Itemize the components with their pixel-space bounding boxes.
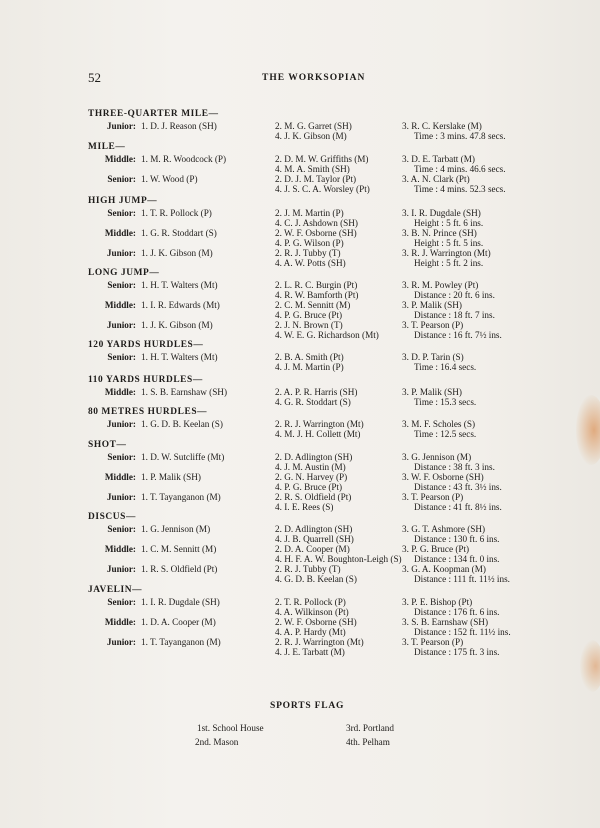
flag-place: 3rd. Portland (346, 723, 394, 733)
first-place: 1. I. R. Dugdale (SH) (141, 597, 220, 607)
age-group-label: Junior: (106, 419, 136, 429)
second-place: 2. D. A. Cooper (M) (275, 544, 350, 554)
result-measure: Distance : 176 ft. 6 ins. (414, 607, 500, 617)
second-place: 2. J. M. Martin (P) (275, 208, 344, 218)
age-group-label: Middle: (104, 387, 136, 397)
age-group-label: Senior: (107, 524, 136, 534)
result-measure: Distance : 43 ft. 3½ ins. (414, 482, 502, 492)
third-place: 3. B. N. Prince (SH) (402, 228, 477, 238)
first-place: 1. T. Tayanganon (M) (141, 637, 221, 647)
fourth-place: 4. P. G. Bruce (Pt) (275, 310, 343, 320)
second-place: 2. D. M. W. Griffiths (M) (275, 154, 369, 164)
first-place: 1. T. R. Pollock (P) (141, 208, 212, 218)
fourth-place: 4. G. D. B. Keelan (S) (275, 574, 357, 584)
result-measure: Distance : 134 ft. 0 ins. (414, 554, 500, 564)
fourth-place: 4. I. E. Rees (S) (275, 502, 334, 512)
second-place: 2. R. J. Warrington (Mt) (275, 419, 364, 429)
third-place: 3. P. E. Bishop (Pt) (402, 597, 473, 607)
first-place: 1. I. R. Edwards (Mt) (141, 300, 220, 310)
first-place: 1. R. S. Oldfield (Pt) (141, 564, 218, 574)
event-title: 110 YARDS HURDLES— (88, 375, 203, 385)
age-group-label: Junior: (106, 248, 136, 258)
flag-place: 4th. Pelham (346, 737, 390, 747)
result-measure: Distance : 16 ft. 7½ ins. (414, 330, 502, 340)
stain (580, 640, 600, 692)
age-group-label: Middle: (104, 617, 136, 627)
event-title: THREE-QUARTER MILE— (88, 109, 219, 119)
result-measure: Distance : 20 ft. 6 ins. (414, 290, 495, 300)
third-place: 3. T. Pearson (P) (402, 492, 464, 502)
first-place: 1. G. Jennison (M) (141, 524, 211, 534)
third-place: 3. G. T. Ashmore (SH) (402, 524, 486, 534)
fourth-place: 4. G. R. Stoddart (S) (275, 397, 351, 407)
fourth-place: 4. J. K. Gibson (M) (275, 131, 347, 141)
stain (576, 395, 600, 465)
age-group-label: Middle: (104, 154, 136, 164)
fourth-place: 4. J. M. Austin (M) (275, 462, 346, 472)
fourth-place: 4. A. W. Potts (SH) (275, 258, 346, 268)
result-measure: Distance : 41 ft. 8½ ins. (414, 502, 502, 512)
event-title: DISCUS— (88, 512, 136, 522)
age-group-label: Junior: (106, 492, 136, 502)
third-place: 3. R. M. Powley (Pt) (402, 280, 479, 290)
first-place: 1. P. Malik (SH) (141, 472, 201, 482)
result-measure: Distance : 18 ft. 7 ins. (414, 310, 495, 320)
second-place: 2. D. Adlington (SH) (275, 524, 353, 534)
second-place: 2. C. M. Sennitt (M) (275, 300, 351, 310)
age-group-label: Junior: (106, 564, 136, 574)
age-group-label: Junior: (106, 320, 136, 330)
event-title: MILE— (88, 142, 126, 152)
age-group-label: Middle: (104, 228, 136, 238)
second-place: 2. A. P. R. Harris (SH) (275, 387, 358, 397)
result-measure: Distance : 111 ft. 11½ ins. (414, 574, 510, 584)
first-place: 1. W. Wood (P) (141, 174, 198, 184)
event-title: JAVELIN— (88, 585, 143, 595)
flag-place: 1st. School House (197, 723, 264, 733)
first-place: 1. C. M. Sennitt (M) (141, 544, 217, 554)
result-measure: Distance : 130 ft. 6 ins. (414, 534, 500, 544)
sports-flag-title: SPORTS FLAG (270, 701, 345, 711)
result-measure: Time : 16.4 secs. (414, 362, 477, 372)
event-title: LONG JUMP— (88, 268, 160, 278)
first-place: 1. M. R. Woodcock (P) (141, 154, 227, 164)
result-measure: Distance : 175 ft. 3 ins. (414, 647, 500, 657)
event-title: HIGH JUMP— (88, 196, 158, 206)
third-place: 3. D. E. Tarbatt (M) (402, 154, 475, 164)
third-place: 3. G. Jennison (M) (402, 452, 472, 462)
second-place: 2. R. J. Tubby (T) (275, 564, 341, 574)
age-group-label: Senior: (107, 174, 136, 184)
fourth-place: 4. W. E. G. Richardson (Mt) (275, 330, 379, 340)
third-place: 3. R. C. Kerslake (M) (402, 121, 482, 131)
second-place: 2. M. G. Garret (SH) (275, 121, 352, 131)
age-group-label: Middle: (104, 300, 136, 310)
second-place: 2. D. J. M. Taylor (Pt) (275, 174, 357, 184)
result-measure: Time : 3 mins. 47.8 secs. (414, 131, 506, 141)
result-measure: Time : 12.5 secs. (414, 429, 477, 439)
second-place: 2. B. A. Smith (Pt) (275, 352, 344, 362)
event-title: 120 YARDS HURDLES— (88, 340, 204, 350)
first-place: 1. T. Tayanganon (M) (141, 492, 221, 502)
second-place: 2. W. F. Osborne (SH) (275, 617, 357, 627)
second-place: 2. R. S. Oldfield (Pt) (275, 492, 352, 502)
age-group-label: Middle: (104, 544, 136, 554)
third-place: 3. P. Malik (SH) (402, 387, 462, 397)
age-group-label: Senior: (107, 352, 136, 362)
fourth-place: 4. J. M. Martin (P) (275, 362, 344, 372)
fourth-place: 4. R. W. Bamforth (Pt) (275, 290, 359, 300)
fourth-place: 4. M. J. H. Collett (Mt) (275, 429, 361, 439)
fourth-place: 4. H. F. A. W. Boughton-Leigh (S) (275, 554, 402, 564)
age-group-label: Junior: (106, 121, 136, 131)
third-place: 3. D. P. Tarin (S) (402, 352, 464, 362)
fourth-place: 4. C. J. Ashdown (SH) (275, 218, 358, 228)
third-place: 3. M. F. Scholes (S) (402, 419, 476, 429)
first-place: 1. G. D. B. Keelan (S) (141, 419, 223, 429)
event-title: 80 METRES HURDLES— (88, 407, 208, 417)
age-group-label: Senior: (107, 452, 136, 462)
age-group-label: Senior: (107, 208, 136, 218)
first-place: 1. H. T. Walters (Mt) (141, 352, 218, 362)
fourth-place: 4. A. P. Hardy (Mt) (275, 627, 346, 637)
second-place: 2. G. N. Harvey (P) (275, 472, 348, 482)
third-place: 3. R. J. Warrington (Mt) (402, 248, 491, 258)
third-place: 3. I. R. Dugdale (SH) (402, 208, 481, 218)
second-place: 2. T. R. Pollock (P) (275, 597, 346, 607)
second-place: 2. L. R. C. Burgin (Pt) (275, 280, 358, 290)
fourth-place: 4. A. Wilkinson (Pt) (275, 607, 349, 617)
second-place: 2. W. F. Osborne (SH) (275, 228, 357, 238)
first-place: 1. D. J. Reason (SH) (141, 121, 217, 131)
flag-place: 2nd. Mason (195, 737, 239, 747)
first-place: 1. S. B. Earnshaw (SH) (141, 387, 227, 397)
result-measure: Time : 4 mins. 46.6 secs. (414, 164, 506, 174)
third-place: 3. G. A. Koopman (M) (402, 564, 486, 574)
first-place: 1. D. A. Cooper (M) (141, 617, 216, 627)
first-place: 1. J. K. Gibson (M) (141, 248, 213, 258)
result-measure: Height : 5 ft. 5 ins. (414, 238, 484, 248)
age-group-label: Senior: (107, 280, 136, 290)
fourth-place: 4. J. E. Tarbatt (M) (275, 647, 345, 657)
result-measure: Distance : 152 ft. 11½ ins. (414, 627, 511, 637)
result-measure: Height : 5 ft. 6 ins. (414, 218, 484, 228)
third-place: 3. P. Malik (SH) (402, 300, 462, 310)
first-place: 1. J. K. Gibson (M) (141, 320, 213, 330)
second-place: 2. J. N. Brown (T) (275, 320, 343, 330)
fourth-place: 4. P. G. Bruce (Pt) (275, 482, 343, 492)
second-place: 2. R. J. Tubby (T) (275, 248, 341, 258)
first-place: 1. G. R. Stoddart (S) (141, 228, 217, 238)
result-measure: Height : 5 ft. 2 ins. (414, 258, 484, 268)
fourth-place: 4. J. S. C. A. Worsley (Pt) (275, 184, 370, 194)
second-place: 2. D. Adlington (SH) (275, 452, 353, 462)
fourth-place: 4. M. A. Smith (SH) (275, 164, 350, 174)
age-group-label: Senior: (107, 597, 136, 607)
fourth-place: 4. J. B. Quarrell (SH) (275, 534, 354, 544)
page-number: 52 (88, 70, 101, 85)
third-place: 3. A. N. Clark (Pt) (402, 174, 470, 184)
fourth-place: 4. P. G. Wilson (P) (275, 238, 344, 248)
third-place: 3. S. B. Earnshaw (SH) (402, 617, 488, 627)
result-measure: Time : 15.3 secs. (414, 397, 477, 407)
magazine-title: THE WORKSOPIAN (262, 73, 366, 83)
third-place: 3. T. Pearson (P) (402, 637, 464, 647)
second-place: 2. R. J. Warrington (Mt) (275, 637, 364, 647)
age-group-label: Middle: (104, 472, 136, 482)
third-place: 3. P. G. Bruce (Pt) (402, 544, 470, 554)
first-place: 1. D. W. Sutcliffe (Mt) (141, 452, 225, 462)
first-place: 1. H. T. Walters (Mt) (141, 280, 218, 290)
third-place: 3. W. F. Osborne (SH) (402, 472, 484, 482)
result-measure: Distance : 38 ft. 3 ins. (414, 462, 495, 472)
result-measure: Time : 4 mins. 52.3 secs. (414, 184, 506, 194)
third-place: 3. T. Pearson (P) (402, 320, 464, 330)
age-group-label: Junior: (106, 637, 136, 647)
event-title: SHOT— (88, 440, 127, 450)
